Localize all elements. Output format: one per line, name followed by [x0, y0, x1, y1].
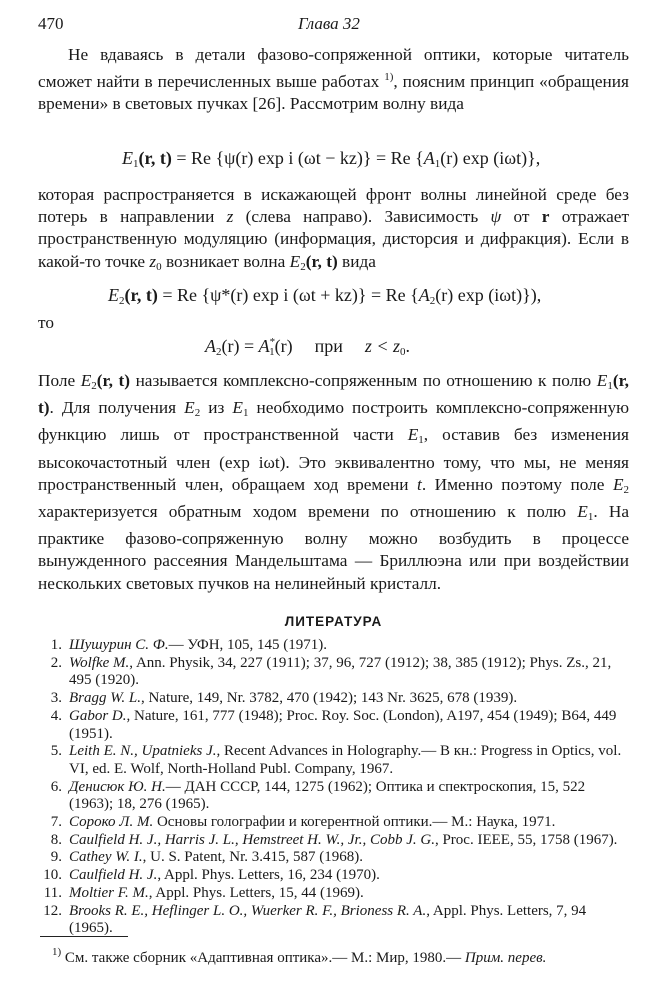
page-number: 470	[38, 14, 64, 33]
intro-paragraph: Не вдаваясь в детали фазово-сопряженной оптики, которые читатель сможет найти в перечисленных выше работах $^{1)}$, поясним принцип «обращения времени» в световых пучках [26]. Рассмотрим волну вида	[38, 45, 629, 114]
reference-item: 12. Brooks R. E., Heflinger L. O., Wuerker R. F., Brioness R. A., Appl. Phys. Letters, 7, 94 (1965).	[43, 902, 587, 937]
running-title: Глава 32	[298, 14, 360, 33]
reference-item: 2. Wolfke M., Ann. Physik, 34, 227 (1911); 37, 96, 727 (1912); 38, 385 (1912); Phys. Zs., 21, 495 (1920).	[50, 654, 612, 689]
references-heading: ЛИТЕРАТУРА	[284, 614, 383, 629]
reference-item: 11. Moltier F. M., Appl. Phys. Letters, 15, 44 (1969).	[43, 884, 364, 901]
reference-item: 10. Caulfield H. J., Appl. Phys. Letters, 16, 234 (1970).	[43, 867, 380, 884]
equation-2: $E_2(r$, t) = Re {ψ*(r) exp i (ωt + kz)} = Re {$A_2(r)$ exp (iωt)}),	[108, 285, 542, 307]
footnote-marker[interactable]: 1)	[384, 71, 394, 84]
word-to: то	[38, 313, 54, 332]
reference-item: 3. Bragg W. L., Nature, 149, Nr. 3782, 470 (1942); 143 Nr. 3625, 678 (1939).	[50, 690, 518, 707]
equation-1: $E_1(r$, t) = Re {ψ(r) exp i (ωt − kz)} = Re {$A_1(r)$ exp (iωt)},	[122, 148, 541, 170]
footnote-divider	[40, 936, 128, 937]
reference-item: 7. Сороко Л. М. Основы голографии и когерентной оптики.— М.: Наука, 1971.	[50, 814, 556, 831]
footnote: $^{1)}$ См. также сборник «Адаптивная оптика».— М.: Мир, 1980.— Прим. перев.	[52, 946, 547, 966]
reference-item: 5. Leith E. N., Upatnieks J., Recent Advances in Holography.— В кн.: Progress in Optics, vol. VI, ed. E. Wolf, North-Holland Publ. Company, 1967.	[50, 743, 622, 777]
references-list	[38, 637, 631, 938]
footnote-mark: 1)	[52, 946, 62, 958]
reference-item: 6. Денисюк Ю. Н.— ДАН СССР, 144, 1275 (1962); Оптика и спектроскопия, 15, 522 (1963); 18, 276 (1965).	[50, 778, 586, 813]
reference-item: 4. Gabor D., Nature, 161, 777 (1948); Proc. Roy. Soc. (London), A197, 454 (1949); B64, 449 (1951).	[50, 707, 617, 742]
equation-3: $A_2(r) = A^*_1(r)$ при $z < z_0$.	[205, 336, 411, 358]
paragraph-2: которая распространяется в искажающей фронт волны линейной среде без потерь в направлении z (слева направо). Зависимость ψ от r отражает пространственную модуляцию (информация, дисторсия и дифракция). Если в какой-то точке $z_0$ возникает волна $E_2(r$, t) вида	[38, 185, 630, 273]
reference-item: 8. Caulfield H. J., Harris J. L., Hemstreet H. W., Jr., Cobb J. G., Proc. IEEE, 55, 1758 (1967).	[50, 831, 618, 848]
page-header	[38, 14, 627, 38]
reference-item: 1. Шушурин С. Ф.— УФН, 105, 145 (1971).	[50, 637, 328, 653]
reference-item: 9. Cathey W. I., U. S. Patent, Nr. 3.415, 587 (1968).	[50, 849, 364, 866]
paragraph-3: Поле $E_2(r$, t) называется комплексно-сопряженным по отношению к полю $E_1(r$, t). Для получения $E_2$ из $E_1$ необходимо построить комплексно-сопряженную функцию лишь от пространственной части $E_1$, оставив без изменения высокочастотный член (exp iωt). Это эквивалентно тому, что мы, не меняя пространственный член, обращаем ход времени t. Именно поэтому поле $E_2$ характеризуется обратным ходом времени по отношению к полю $E_1$. На практике фазово-сопряженную волну можно возбудить в процессе вынужденного рассеяния Мандельштама — Бриллюэна или при воздействии нескольких световых пучков на нелинейный кристалл.	[38, 371, 630, 593]
